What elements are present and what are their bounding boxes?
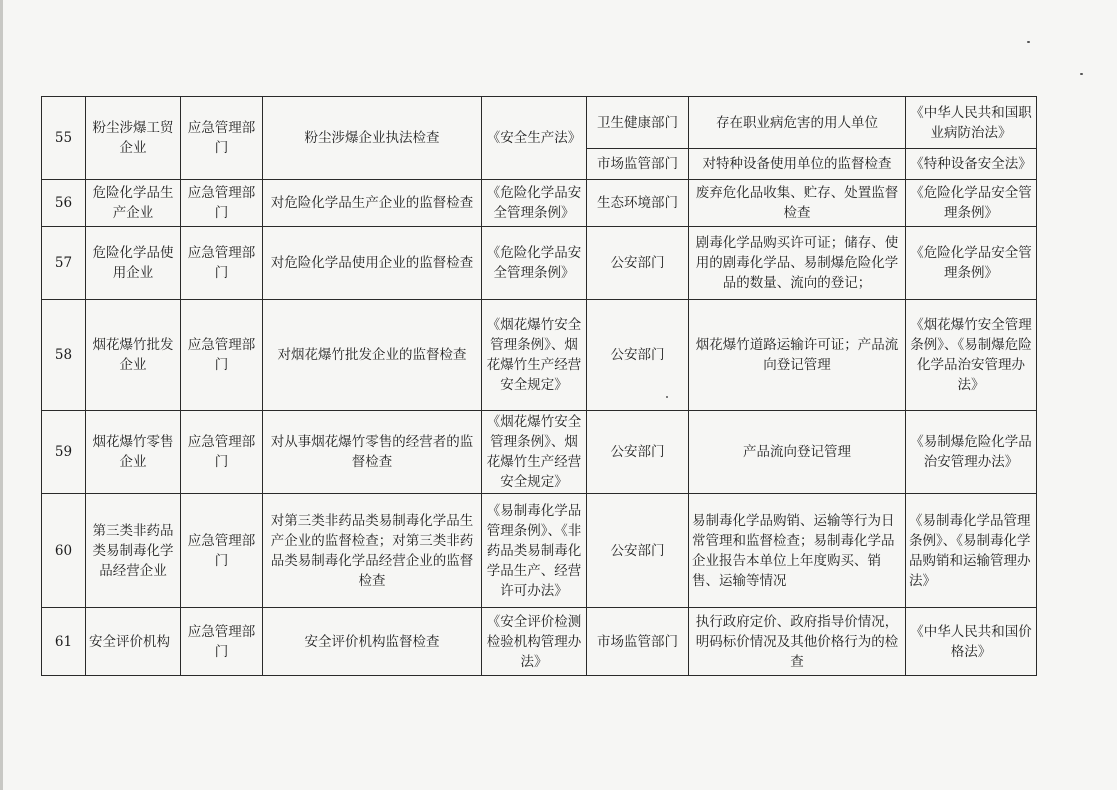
row-number: 60 [42, 494, 86, 608]
row-number: 56 [42, 180, 86, 227]
related-department: 生态环境部门 [587, 180, 689, 227]
related-department: 公安部门 [587, 494, 689, 608]
enterprise-type: 粉尘涉爆工贸企业 [86, 97, 181, 180]
enterprise-type: 安全评价机构 [86, 608, 181, 676]
inspection-item: 安全评价机构监督检查 [263, 608, 482, 676]
page-edge [0, 0, 3, 790]
lead-department: 应急管理部门 [181, 608, 263, 676]
row-number: 59 [42, 411, 86, 494]
related-content: 产品流向登记管理 [689, 411, 906, 494]
legal-basis: 《易制毒化学品管理条例》、《非药品类易制毒化学品生产、经营许可办法》 [482, 494, 587, 608]
inspection-item: 对烟花爆竹批发企业的监督检查 [263, 300, 482, 411]
related-department: 公安部门 [587, 411, 689, 494]
related-law: 《中华人民共和国价格法》 [906, 608, 1037, 676]
row-number: 57 [42, 227, 86, 300]
related-law: 《危险化学品安全管理条例》 [906, 180, 1037, 227]
related-content: 对特种设备使用单位的监督检查 [689, 149, 906, 180]
lead-department: 应急管理部门 [181, 494, 263, 608]
legal-basis: 《危险化学品安全管理条例》 [482, 180, 587, 227]
enterprise-type: 第三类非药品类易制毒化学品经营企业 [86, 494, 181, 608]
related-law: 《危险化学品安全管理条例》 [906, 227, 1037, 300]
related-department: 公安部门 [587, 227, 689, 300]
legal-basis: 《安全生产法》 [482, 97, 587, 180]
inspection-item: 对危险化学品使用企业的监督检查 [263, 227, 482, 300]
enterprise-type: 烟花爆竹零售企业 [86, 411, 181, 494]
related-department: 市场监管部门 [587, 608, 689, 676]
inspection-item: 对从事烟花爆竹零售的经营者的监督检查 [263, 411, 482, 494]
lead-department: 应急管理部门 [181, 97, 263, 180]
inspection-item: 对危险化学品生产企业的监督检查 [263, 180, 482, 227]
related-content: 废弃危化品收集、贮存、处置监督检查 [689, 180, 906, 227]
enterprise-type: 危险化学品生产企业 [86, 180, 181, 227]
related-law: 《易制毒化学品管理条例》、《易制毒化学品购销和运输管理办法》 [906, 494, 1037, 608]
related-content: 烟花爆竹道路运输许可证；产品流向登记管理 [689, 300, 906, 411]
inspection-item: 粉尘涉爆企业执法检查 [263, 97, 482, 180]
related-law: 《特种设备安全法》 [906, 149, 1037, 180]
related-content: 易制毒化学品购销、运输等行为日常管理和监督检查；易制毒化学品企业报告本单位上年度购买、销售、运输等情况 [689, 494, 906, 608]
related-law: 《中华人民共和国职业病防治法》 [906, 97, 1037, 149]
row-number: 55 [42, 97, 86, 180]
related-content: 执行政府定价、政府指导价情况，明码标价情况及其他价格行为的检查 [689, 608, 906, 676]
table-row [42, 411, 1037, 494]
lead-department: 应急管理部门 [181, 227, 263, 300]
lead-department: 应急管理部门 [181, 411, 263, 494]
enterprise-type: 烟花爆竹批发企业 [86, 300, 181, 411]
scan-speck [1080, 73, 1083, 75]
scan-speck [1027, 41, 1030, 43]
legal-basis: 《安全评价检测检验机构管理办法》 [482, 608, 587, 676]
table-row [42, 494, 1037, 608]
related-department: 市场监管部门 [587, 149, 689, 180]
table-row [42, 300, 1037, 411]
table-row [42, 97, 1037, 149]
table-row [42, 227, 1037, 300]
inspection-item: 对第三类非药品类易制毒化学品生产企业的监督检查；对第三类非药品类易制毒化学品经营企业的监督检查 [263, 494, 482, 608]
legal-basis: 《烟花爆竹安全管理条例》、烟花爆竹生产经营安全规定》 [482, 300, 587, 411]
related-law: 《烟花爆竹安全管理条例》、《易制爆危险化学品治安管理办法》 [906, 300, 1037, 411]
related-department: 卫生健康部门 [587, 97, 689, 149]
inspection-table [41, 96, 1037, 676]
row-number: 58 [42, 300, 86, 411]
enterprise-type: 危险化学品使用企业 [86, 227, 181, 300]
related-department: 公安部门 [587, 300, 689, 411]
legal-basis: 《危险化学品安全管理条例》 [482, 227, 587, 300]
row-number: 61 [42, 608, 86, 676]
related-content: 存在职业病危害的用人单位 [689, 97, 906, 149]
lead-department: 应急管理部门 [181, 300, 263, 411]
legal-basis: 《烟花爆竹安全管理条例》、烟花爆竹生产经营安全规定》 [482, 411, 587, 494]
related-law: 《易制爆危险化学品治安管理办法》 [906, 411, 1037, 494]
related-content: 剧毒化学品购买许可证；储存、使用的剧毒化学品、易制爆危险化学品的数量、流向的登记； [689, 227, 906, 300]
table-row [42, 180, 1037, 227]
table-row [42, 608, 1037, 676]
lead-department: 应急管理部门 [181, 180, 263, 227]
